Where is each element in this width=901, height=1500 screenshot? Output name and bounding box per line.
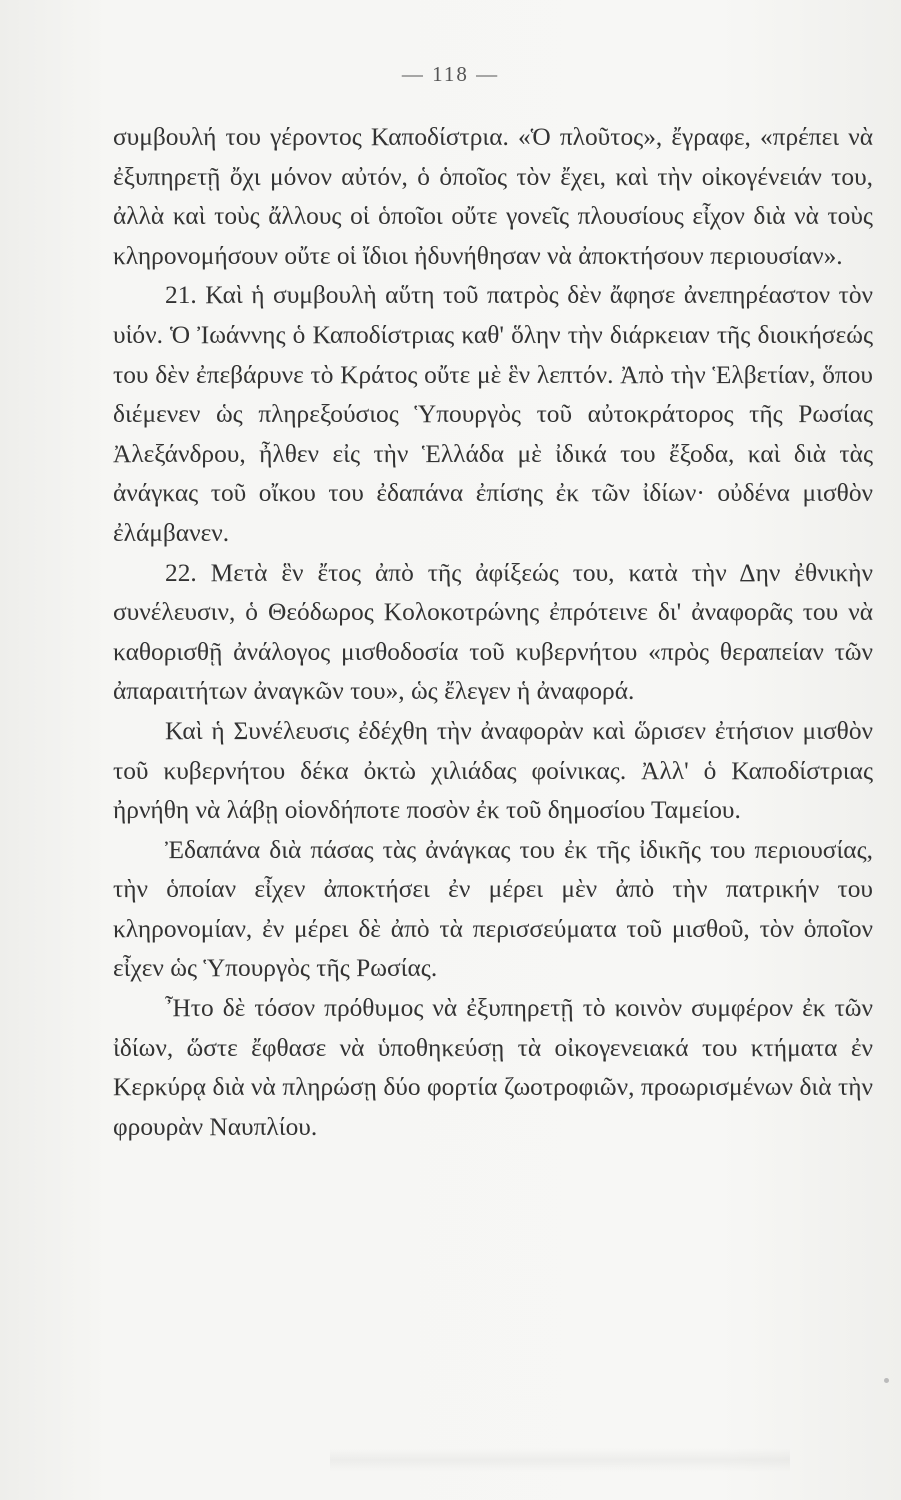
paragraph-5: Ἐδαπάνα διὰ πάσας τὰς ἀνάγκας του ἐκ τῆς ἰδικῆς του περιουσίας, τὴν ὁποίαν εἶχεν ἀποκτήσει ἐν μέρει μὲν ἀπὸ τὴν πατρικήν του κληρονομίαν, ἐν μέρει δὲ ἀπὸ τὰ περισσεύματα τοῦ μισθοῦ, τὸν ὁποῖον εἶχεν ὡς Ὑπουργὸς τῆς Ρωσίας. [113, 835, 873, 983]
paragraph-1: συμβουλή του γέροντος Καποδίστρια. «Ὁ πλοῦτος», ἔγραφε, «πρέπει νὰ ἐξυπηρετῇ ὄχι μόνον αὐτόν, ὁ ὁποῖος τὸν ἔχει, καὶ τὴν οἰκογένειάν του, ἀλλὰ καὶ τοὺς ἄλλους οἱ ὁποῖοι οὔτε γονεῖς πλουσίους εἶχον διὰ νὰ τοὺς κληρονομήσουν οὔτε οἱ ἴδιοι ἠδυνήθησαν νὰ ἀποκτήσουν περιουσίαν». [113, 123, 873, 270]
paragraph-2: 21. Καὶ ἡ συμβουλὴ αὕτη τοῦ πατρὸς δὲν ἄφησε ἀνεπηρέαστον τὸν υἱόν. Ὁ Ἰωάννης ὁ Καποδίστριας καθ' ὅλην τὴν διάρκειαν τῆς διοικήσεώς του δὲν ἐπεβάρυνε τὸ Κράτος οὔτε μὲ ἓν λεπτόν. Ἀπὸ τὴν Ἑλβετίαν, ὅπου διέμενεν ὡς πληρεξούσιος Ὑπουργὸς τοῦ αὐτοκράτορος τῆς Ρωσίας Ἀλεξάνδρου, ἦλθεν εἰς τὴν Ἑλλάδα μὲ ἰδικά του ἔξοδα, καὶ διὰ τὰς ἀνάγκας τοῦ οἴκου του ἐδαπάνα ἐπίσης ἐκ τῶν ἰδίων· οὐδένα μισθὸν ἐλάμβανεν. [113, 281, 873, 547]
paper-speck [884, 1378, 889, 1383]
paragraph-6: Ἦτο δὲ τόσον πρόθυμος νὰ ἐξυπηρετῇ τὸ κοινὸν συμφέρον ἐκ τῶν ἰδίων, ὥστε ἔφθασε νὰ ὑποθηκεύσῃ τὰ οἰκογενειακά του κτήματα ἐν Κερκύρᾳ διὰ νὰ πληρώσῃ δύο φορτία ζωοτροφιῶν, προωρισμένων διὰ τὴν φρουρὰν Ναυπλίου. [113, 994, 873, 1141]
page-number: — 118 — [401, 62, 500, 86]
page-body [113, 118, 873, 1147]
paragraph-3: 22. Μετὰ ἓν ἔτος ἀπὸ τῆς ἀφίξεώς του, κατὰ τὴν Δην ἐθνικὴν συνέλευσιν, ὁ Θεόδωρος Κολοκοτρώνης ἐπρότεινε δι' ἀναφορᾶς του νὰ καθορισθῇ ἀνάλογος μισθοδοσία τοῦ κυβερνήτου «πρὸς θεραπείαν τῶν ἀπαραιτήτων ἀναγκῶν του», ὡς ἔλεγεν ἡ ἀναφορά. [113, 558, 873, 706]
show-through-text [330, 1448, 790, 1472]
paragraph-4: Καὶ ἡ Συνέλευσις ἐδέχθη τὴν ἀναφορὰν καὶ ὥρισεν ἐτήσιον μισθὸν τοῦ κυβερνήτου δέκα ὀκτὼ χιλιάδας φοίνικας. Ἀλλ' ὁ Καποδίστριας ἠρνήθη νὰ λάβῃ οἱονδήποτε ποσὸν ἐκ τοῦ δημοσίου Ταμείου. [113, 716, 873, 825]
